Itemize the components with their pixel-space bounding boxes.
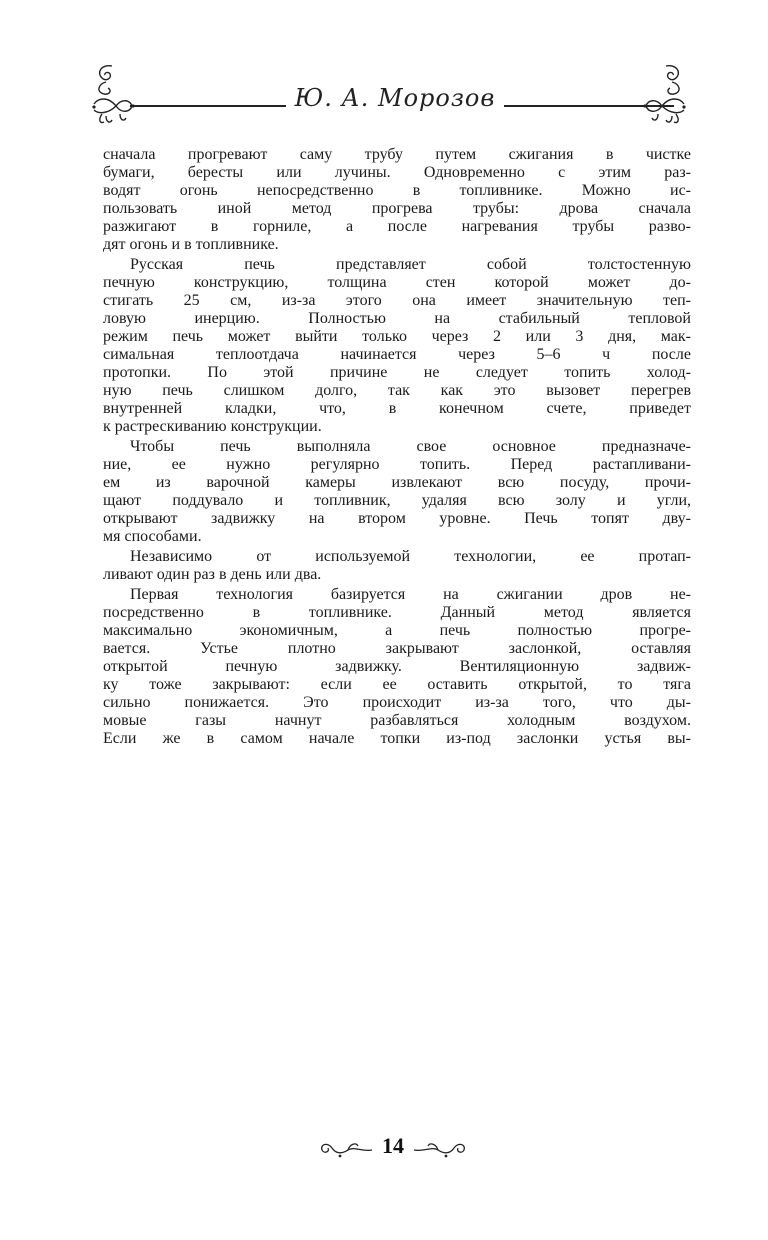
text-line: Независимо от используемой технологии, ее протап- (130, 548, 691, 565)
text-line: стигать 25 см, из-за этого она имеет значительную теп- (103, 292, 691, 309)
text-line: Русская печь представляет собой толстостенную (130, 256, 691, 273)
page-number: 14 (382, 1133, 404, 1158)
text-line: симальная теплоотдача начинается через 5–6 ч после (103, 346, 691, 363)
running-title: Ю. А. Морозов (294, 84, 496, 112)
text-line: бумаги, бересты или лучины. Одновременно с этим раз- (103, 164, 691, 181)
text-line: водят огонь непосредственно в топливнике. Можно ис- (103, 182, 691, 199)
text-line: к растрескиванию конструкции. (103, 418, 322, 435)
text-line: щают поддувало и топливник, удаляя всю золу и угли, (103, 492, 691, 509)
text-line: Первая технология базируется на сжигании дров не- (130, 586, 691, 603)
text-line: сильно понижается. Это происходит из-за того, что ды- (103, 694, 691, 711)
paragraph-3 (103, 438, 691, 546)
left-swirl-ornament (318, 1134, 374, 1160)
right-swirl-ornament (412, 1134, 468, 1160)
body-text (103, 146, 691, 750)
text-line: пользовать иной метод прогрева трубы: дрова сначала (103, 200, 691, 217)
text-line: разжигают в горниле, а после нагревания трубы разво- (103, 218, 691, 235)
text-line: ливают один раз в день или два. (103, 566, 322, 583)
paragraph-5 (103, 586, 691, 748)
text-line: протопки. По этой причине не следует топить холод- (103, 364, 691, 381)
text-line: максимально экономичным, а печь полностью прогре- (103, 622, 691, 639)
text-line: посредственно в топливнике. Данный метод является (103, 604, 691, 621)
text-line: вается. Устье плотно закрывают заслонкой, оставляя (103, 640, 691, 657)
text-line: открывают задвижку на втором уровне. Печь топят дву- (103, 510, 691, 527)
paragraph-1 (103, 146, 691, 254)
text-line: открытой печную задвижку. Вентиляционную задвиж- (103, 658, 691, 675)
text-line: сначала прогревают саму трубу путем сжигания в чистке (103, 146, 691, 163)
text-line: мя способами. (103, 528, 202, 545)
text-line: ку тоже закрывают: если ее оставить открытой, то тяга (103, 676, 691, 693)
right-flourish-ornament (642, 62, 692, 128)
page-header (80, 62, 692, 132)
text-line: мовые газы начнут разбавляться холодным воздухом. (103, 712, 691, 729)
text-line: ние, ее нужно регулярно топить. Перед растапливани- (103, 456, 691, 473)
paragraph-4 (103, 548, 691, 584)
text-line: печную конструкцию, толщина стен которой может до- (103, 274, 691, 291)
text-line: ловую инерцию. Полностью на стабильный тепловой (103, 310, 691, 327)
paragraph-2 (103, 256, 691, 436)
text-line: ем из варочной камеры извлекают всю посуду, прочи- (103, 474, 691, 491)
text-line: дят огонь и в топливнике. (103, 236, 279, 253)
left-flourish-ornament (86, 62, 136, 128)
text-line: Если же в самом начале топки из-под заслонки устья вы- (103, 730, 691, 747)
page-footer (318, 1128, 468, 1168)
text-line: внутренней кладки, что, в конечном счете, приведет (103, 400, 691, 417)
text-line: режим печь может выйти только через 2 или 3 дня, мак- (103, 328, 691, 345)
text-line: ную печь слишком долго, так как это вызовет перегрев (103, 382, 691, 399)
text-line: Чтобы печь выполняла свое основное предназначе- (130, 438, 691, 455)
header-rule-left (130, 105, 286, 107)
